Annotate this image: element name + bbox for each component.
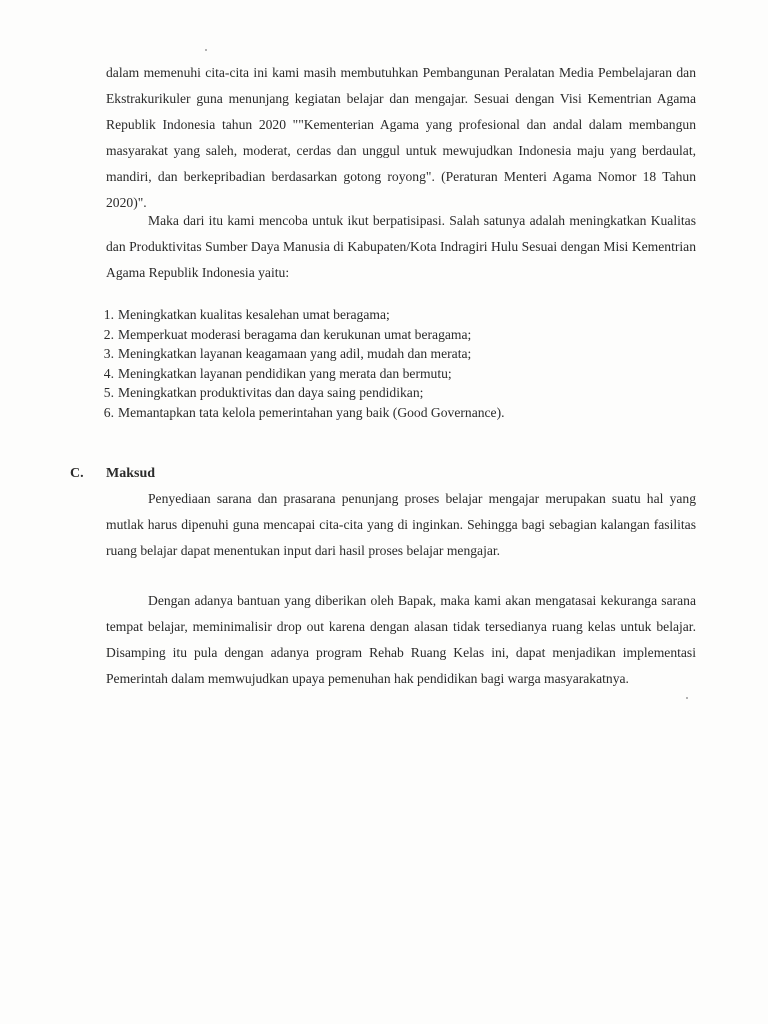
list-item-text: Meningkatkan layanan keagamaan yang adil, mudah dan merata; bbox=[118, 346, 472, 361]
section-letter: C. bbox=[70, 466, 84, 481]
paragraph-vision: dalam memenuhi cita-cita ini kami masih membutuhkan Pembangunan Peralatan Media Pembelajaran dan Ekstrakurikuler guna menunjang kegiatan belajar dan mengajar. Sesuai dengan Visi Kementrian Agama Republik Indonesia tahun 2020 ""Kementerian Agama yang profesional dan andal dalam membangun masyarakat yang saleh, moderat, cerdas dan unggul untuk mewujudkan Indonesia maju yang berdaulat, mandiri, dan berkepribadian berdasarkan gotong royong". (Peraturan Menteri Agama Nomor 18 Tahun 2020)". bbox=[106, 65, 696, 210]
list-item-text: Meningkatkan produktivitas dan daya saing pendidikan; bbox=[118, 385, 424, 400]
list-item-number: 6. bbox=[103, 404, 114, 420]
list-item-text: Memperkuat moderasi beragama dan kerukunan umat beragama; bbox=[118, 326, 472, 342]
list-item-number: 4. bbox=[103, 365, 114, 381]
list-item-number: 1. bbox=[103, 307, 114, 322]
list-item bbox=[84, 325, 684, 345]
list-item bbox=[84, 344, 684, 364]
list-item-number: 2. bbox=[103, 326, 114, 342]
scan-speck bbox=[205, 49, 207, 51]
section-heading bbox=[70, 466, 155, 482]
list-item-text: Memantapkan tata kelola pemerintahan yang baik (Good Governance). bbox=[118, 404, 505, 420]
paragraph-assistance: Dengan adanya bantuan yang diberikan oleh Bapak, maka kami akan mengatasai kekuranga sarana tempat belajar, meminimalisir drop out karena dengan alasan tidak tersedianya ruang kelas untuk belajar. Disamping itu pula dengan adanya program Rehab Ruang Kelas ini, dapat menjadikan implementasi Pemerintah dalam memwujudkan upaya pemenuhan hak pendidikan bagi warga masyarakatnya. bbox=[106, 593, 696, 686]
paragraph-participation: Maka dari itu kami mencoba untuk ikut berpatisipasi. Salah satunya adalah meningkatkan Kualitas dan Produktivitas Sumber Daya Manusia di Kabupaten/Kota Indragiri Hulu Sesuai dengan Misi Kementrian Agama Republik Indonesia yaitu: bbox=[106, 213, 696, 280]
list-item bbox=[84, 364, 684, 384]
list-item bbox=[84, 305, 684, 325]
scan-speck bbox=[686, 697, 688, 699]
list-item-text: Meningkatkan kualitas kesalehan umat beragama; bbox=[118, 307, 390, 322]
list-item-text: Meningkatkan layanan pendidikan yang merata dan bermutu; bbox=[118, 365, 452, 381]
list-item bbox=[84, 383, 684, 403]
paragraph-purpose: Penyediaan sarana dan prasarana penunjang proses belajar mengajar merupakan suatu hal yang mutlak harus dipenuhi guna mencapai cita-cita yang di inginkan. Sehingga bagi sebagian kalangan fasilitas ruang belajar dapat menentukan input dari hasil proses belajar mengajar. bbox=[106, 491, 696, 558]
section-title: Maksud bbox=[106, 466, 156, 481]
list-item-number: 5. bbox=[103, 385, 114, 400]
list-item bbox=[84, 403, 684, 423]
mission-list bbox=[84, 305, 684, 422]
list-item-number: 3. bbox=[103, 346, 114, 361]
